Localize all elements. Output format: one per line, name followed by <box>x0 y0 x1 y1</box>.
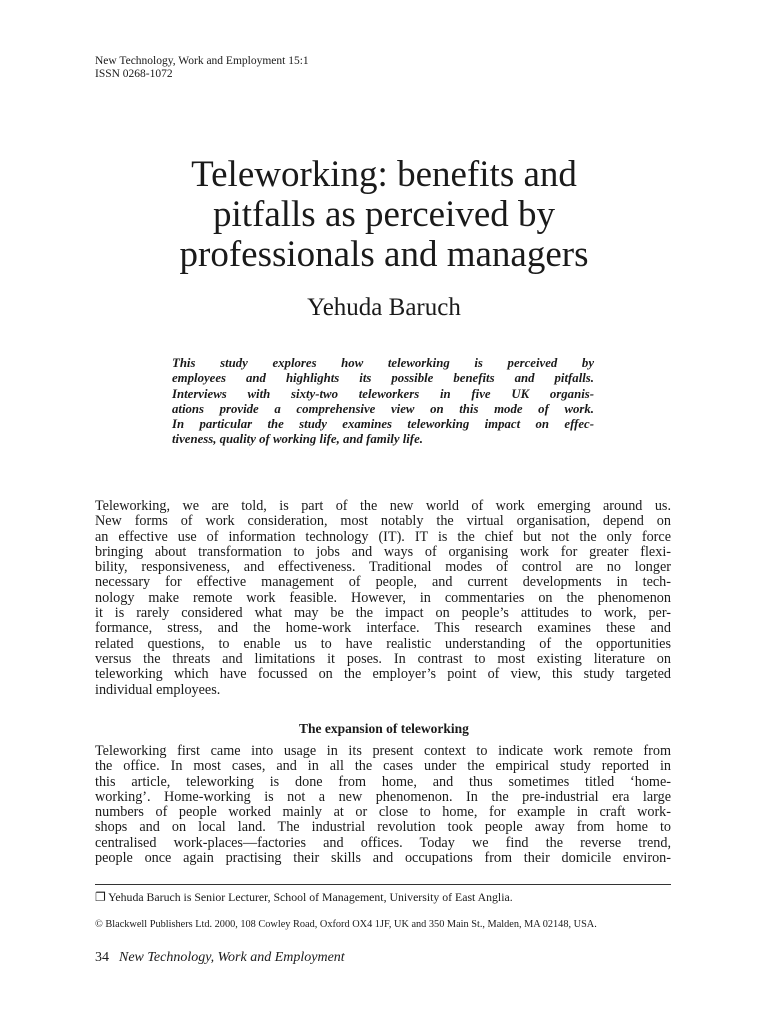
text-line: individual employees. <box>95 681 221 698</box>
page-footer <box>95 950 345 966</box>
text-line: it is rarely considered what may be the impact on people’s attitudes to work, per- <box>95 605 671 622</box>
section-heading: The expansion of teleworking <box>299 721 469 736</box>
text-line: necessary for effective management of people, and current developments in tech- <box>95 574 671 591</box>
text-line: numbers of people worked mainly at or close to home, for example in craft work- <box>95 804 671 821</box>
text-line: working’. Home-working is not a new phenomenon. In the pre-industrial era large <box>95 788 671 805</box>
text-line: the office. In most cases, and in all the cases under the empirical study reported in <box>95 758 671 775</box>
footnote-divider <box>95 884 671 885</box>
intro-paragraph <box>95 499 671 698</box>
page-number: 34 <box>95 950 109 965</box>
abstract-line: ations provide a comprehensive view on this mode of work. <box>172 401 594 416</box>
issn: ISSN 0268-1072 <box>95 68 173 80</box>
text-line: people once again practising their skills and occupations from their domicile environ- <box>95 850 671 867</box>
text-line: centralised work-places—factories and offices. Today we find the reverse trend, <box>95 834 671 851</box>
text-line: versus the threats and limitations it poses. In contrast to most existing literature on <box>95 650 671 667</box>
text-line: teleworking which have focussed on the employer’s point of view, this study targeted <box>95 666 671 683</box>
abstract-line: Interviews with sixty-two teleworkers in five UK organis- <box>172 386 594 401</box>
abstract <box>172 356 594 448</box>
abstract-line: This study explores how teleworking is perceived by <box>172 356 594 370</box>
text-line: Teleworking first came into usage in its present context to indicate work remote from <box>95 743 671 759</box>
expansion-paragraph <box>95 744 671 866</box>
text-line: New forms of work consideration, most notably the virtual organisation, depend on <box>95 513 671 530</box>
title-line: Teleworking: benefits and <box>191 154 577 195</box>
text-line: related questions, to enable us to have realistic understanding of the opportunities <box>95 635 671 652</box>
journal-header <box>95 55 309 81</box>
text-line: formance, stress, and the home-work interface. This research examines these and <box>95 620 671 637</box>
text-line: bility, responsiveness, and effectiveness. Traditional modes of control are no longer <box>95 559 671 576</box>
footer-journal-name: New Technology, Work and Employment <box>119 950 345 965</box>
author-footnote: ❐ Yehuda Baruch is Senior Lecturer, School of Management, University of East Anglia. <box>95 890 513 904</box>
text-line: bringing about transformation to jobs and ways of organising work for greater flexi- <box>95 543 671 560</box>
copyright-notice: © Blackwell Publishers Ltd. 2000, 108 Cowley Road, Oxford OX4 1JF, UK and 350 Main St., Malden, MA 02148, USA. <box>95 919 597 930</box>
title-line: pitfalls as perceived by <box>212 194 556 235</box>
abstract-line: In particular the study examines teleworking impact on effec- <box>172 417 594 432</box>
article-title <box>0 155 768 275</box>
text-line: shops and on local land. The industrial revolution took people away from home to <box>95 819 671 836</box>
abstract-line: tiveness, quality of working life, and family life. <box>172 432 423 447</box>
text-line: nology make remote work feasible. However, in commentaries on the phenomenon <box>95 589 671 606</box>
author-name: Yehuda Baruch <box>307 294 461 321</box>
abstract-line: employees and highlights its possible benefits and pitfalls. <box>172 371 594 386</box>
text-line: Teleworking, we are told, is part of the new world of work emerging around us. <box>95 498 671 514</box>
title-line: professionals and managers <box>179 234 589 275</box>
journal-citation: New Technology, Work and Employment 15:1 <box>95 55 309 67</box>
text-line: this article, teleworking is done from home, and thus sometimes titled ‘home- <box>95 773 671 790</box>
text-line: an effective use of information technology (IT). IT is the chief but not the only force <box>95 528 671 545</box>
